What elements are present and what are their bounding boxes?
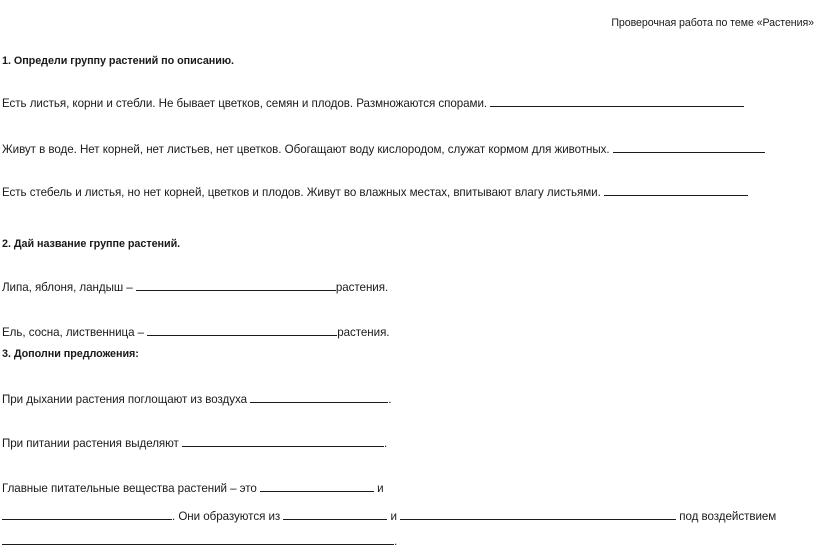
answer-blank-3-6[interactable] (400, 508, 676, 520)
answer-blank-2-2[interactable] (147, 324, 337, 336)
answer-blank-1-2[interactable] (613, 141, 765, 153)
task-3-sentence-2-suffix: . (383, 437, 388, 450)
task-3-sentence-4-text-2: под воздействием (679, 510, 777, 523)
task-2-question-2-suffix: растения. (337, 326, 390, 339)
task-3-sentence-4-and: и (390, 510, 397, 523)
page-header: Проверочная работа по теме «Растения» (611, 17, 814, 29)
task-1-question-2 (2, 141, 765, 157)
answer-blank-3-7[interactable] (2, 533, 394, 545)
task-3-sentence-3-and: и (377, 482, 384, 495)
task-3-sentence-3-prefix: Главные питательные вещества растений – это (2, 482, 257, 495)
task-3-sentence-4-text-1: . Они образуются из (172, 510, 281, 523)
task-2-question-2 (2, 324, 389, 340)
task-1-question-1 (2, 95, 744, 111)
answer-blank-3-1[interactable] (250, 391, 388, 403)
answer-blank-3-3[interactable] (260, 480, 374, 492)
task-3-sentence-1-prefix: При дыхании растения поглощают из воздуха (2, 393, 248, 406)
task-2-question-1-prefix: Липа, яблоня, ландыш – (2, 281, 133, 294)
task-1-title: 1. Определи группу растений по описанию. (2, 55, 234, 67)
task-1-question-1-text: Есть листья, корни и стебли. Не бывает цветков, семян и плодов. Размножаются спорами. (2, 97, 488, 110)
task-3-sentence-1-suffix: . (388, 393, 392, 406)
task-1-question-3-text: Есть стебель и листья, но нет корней, цветков и плодов. Живут во влажных местах, впитывают влагу листьями. (2, 186, 601, 199)
task-3-sentence-1 (2, 391, 391, 407)
answer-blank-3-4[interactable] (2, 508, 172, 520)
task-1-question-3 (2, 184, 748, 200)
task-2-title: 2. Дай название группе растений. (2, 238, 181, 250)
task-3-sentence-3 (2, 480, 384, 496)
task-2-question-1-suffix: растения. (335, 281, 389, 294)
answer-blank-1-3[interactable] (604, 184, 748, 196)
task-3-sentence-4 (2, 508, 776, 524)
answer-blank-2-1[interactable] (136, 279, 336, 291)
task-3-sentence-2-prefix: При питании растения выделяют (2, 437, 179, 450)
task-3-sentence-5-suffix: . (394, 535, 398, 548)
answer-blank-3-2[interactable] (182, 435, 384, 447)
task-2-question-2-prefix: Ель, сосна, лиственница – (2, 326, 145, 339)
task-2-question-1 (2, 279, 388, 295)
answer-blank-3-5[interactable] (283, 508, 387, 520)
task-3-sentence-2 (2, 435, 387, 451)
answer-blank-1-1[interactable] (490, 95, 744, 107)
task-1-question-2-text: Живут в воде. Нет корней, нет листьев, нет цветков. Обогащают воду кислородом, служат кормом для животных. (2, 143, 610, 156)
task-3-sentence-5 (2, 533, 397, 549)
task-3-title: 3. Дополни предложения: (2, 348, 139, 360)
